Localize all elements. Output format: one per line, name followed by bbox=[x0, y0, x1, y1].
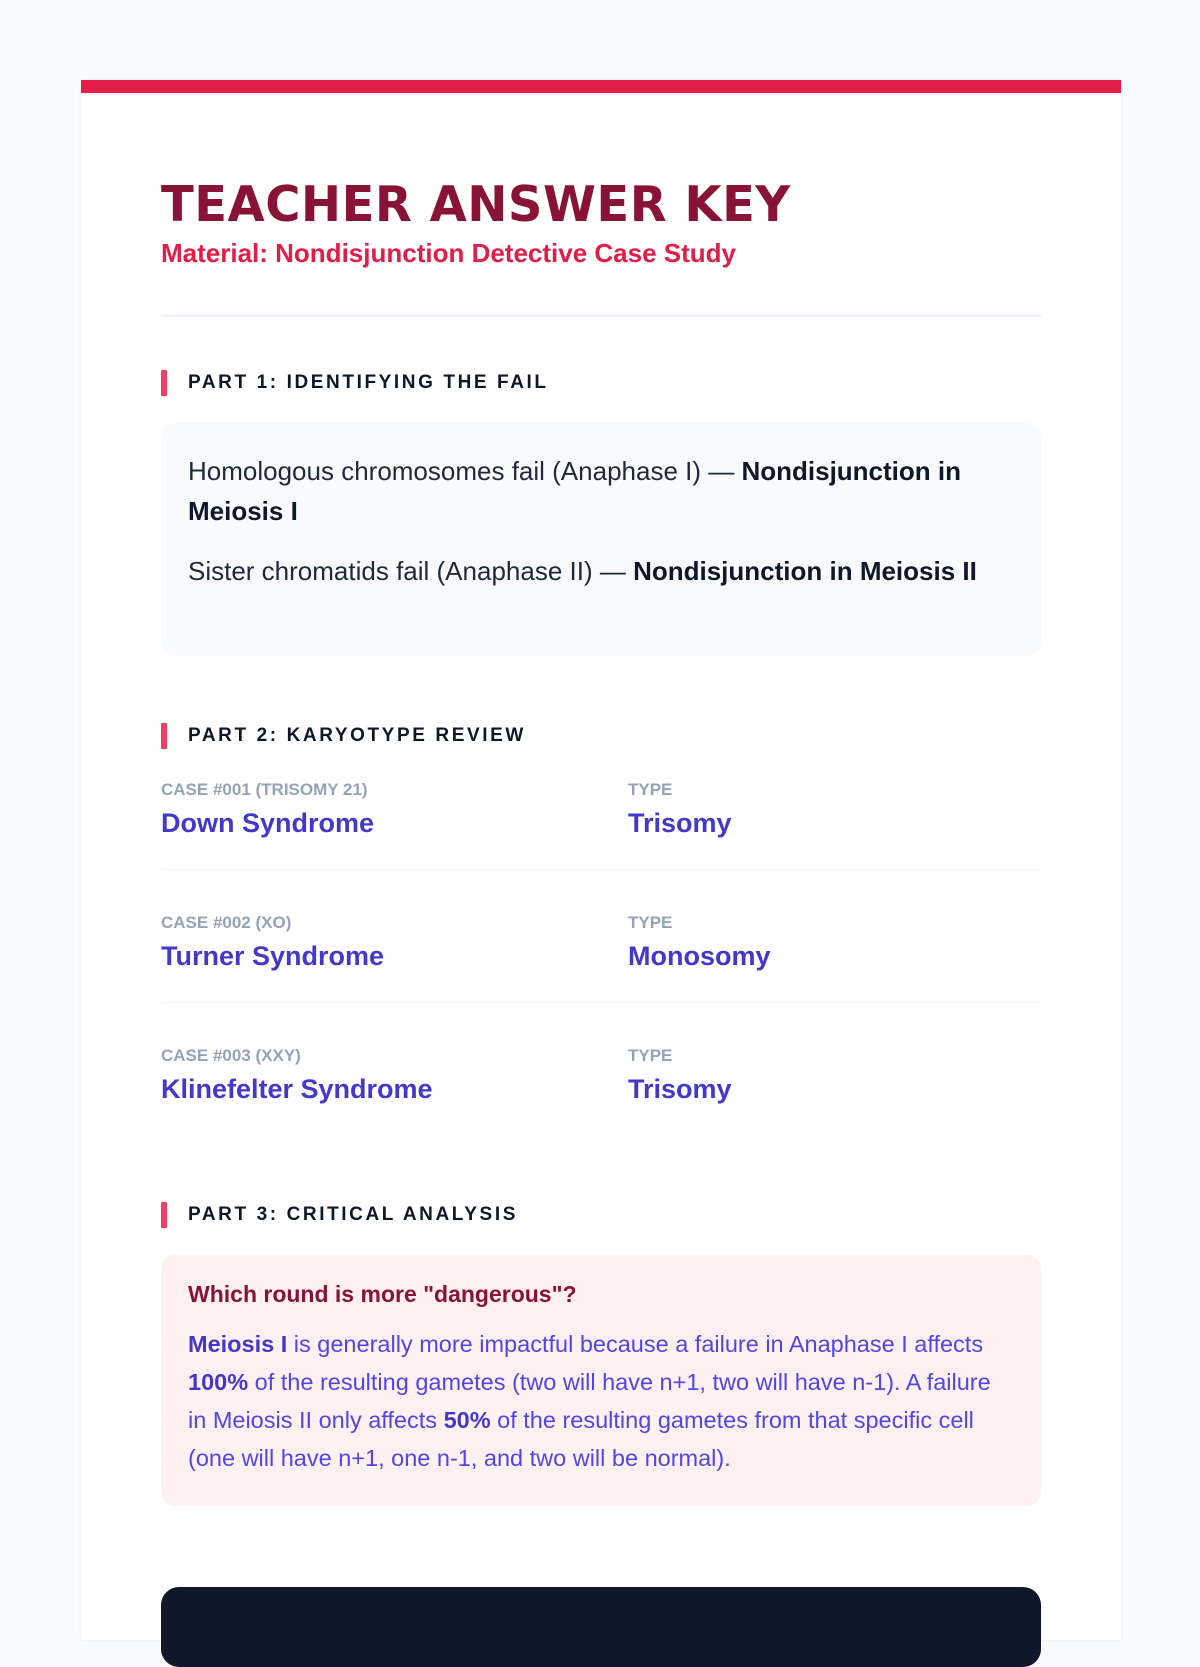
case-type: Monosomy bbox=[628, 941, 771, 971]
emphasis: 50% bbox=[443, 1407, 491, 1433]
part3-heading-text: PART 3: CRITICAL ANALYSIS bbox=[188, 1204, 518, 1225]
part1-item bbox=[188, 451, 1014, 531]
answer-text: of the resulting gametes from that specific cell (one will have n+1, one n-1, and two will be normal). bbox=[188, 1407, 974, 1471]
case-label: CASE #002 (XO) bbox=[161, 913, 292, 932]
page-subtitle: Material: Nondisjunction Detective Case Study bbox=[161, 238, 737, 268]
heading-marker bbox=[161, 1202, 167, 1228]
type-label: TYPE bbox=[628, 913, 673, 932]
answer-text: of the resulting gametes (two will have n+1, two will have n-1). A failure in Meiosis II only affects bbox=[188, 1369, 991, 1433]
case-row bbox=[161, 913, 1041, 1043]
part1-heading bbox=[161, 370, 549, 396]
emphasis: 100% bbox=[188, 1369, 249, 1395]
analysis-box bbox=[161, 1255, 1041, 1506]
item-text: Sister chromatids fail (Anaphase II) — bbox=[188, 556, 634, 586]
part1-heading-text: PART 1: IDENTIFYING THE FAIL bbox=[188, 372, 549, 393]
heading-marker bbox=[161, 370, 167, 396]
case-type: Trisomy bbox=[628, 808, 732, 838]
analysis-question: Which round is more "dangerous"? bbox=[188, 1281, 577, 1307]
part1-box bbox=[161, 423, 1041, 656]
divider bbox=[161, 1002, 1041, 1003]
footer-panel bbox=[161, 1587, 1041, 1667]
heading-marker bbox=[161, 723, 167, 749]
part2-heading-text: PART 2: KARYOTYPE REVIEW bbox=[188, 725, 526, 746]
type-label: TYPE bbox=[628, 1046, 673, 1065]
part3-heading bbox=[161, 1202, 518, 1228]
case-label: CASE #003 (XXY) bbox=[161, 1046, 301, 1065]
case-row bbox=[161, 1046, 1041, 1176]
answer-text: is generally more impactful because a failure in Anaphase I affects bbox=[287, 1331, 984, 1357]
emphasis: Meiosis I bbox=[188, 1331, 288, 1357]
case-type: Trisomy bbox=[628, 1074, 732, 1104]
divider bbox=[161, 314, 1041, 317]
case-name: Turner Syndrome bbox=[161, 941, 385, 971]
answer-key-card bbox=[81, 80, 1121, 1640]
part2-heading bbox=[161, 723, 526, 749]
analysis-answer bbox=[188, 1325, 1014, 1477]
type-label: TYPE bbox=[628, 780, 673, 799]
case-label: CASE #001 (TRISOMY 21) bbox=[161, 780, 368, 799]
accent-bar bbox=[81, 80, 1121, 93]
case-name: Klinefelter Syndrome bbox=[161, 1074, 433, 1104]
item-text: Homologous chromosomes fail (Anaphase I) — bbox=[188, 456, 742, 486]
case-row bbox=[161, 780, 1041, 910]
case-name: Down Syndrome bbox=[161, 808, 375, 838]
item-answer: Nondisjunction in Meiosis II bbox=[633, 556, 977, 586]
part1-item bbox=[188, 551, 1014, 591]
divider bbox=[161, 869, 1041, 870]
item-answer: Nondisjunction in Meiosis I bbox=[188, 456, 961, 526]
page-title: TEACHER ANSWER KEY bbox=[161, 176, 791, 233]
